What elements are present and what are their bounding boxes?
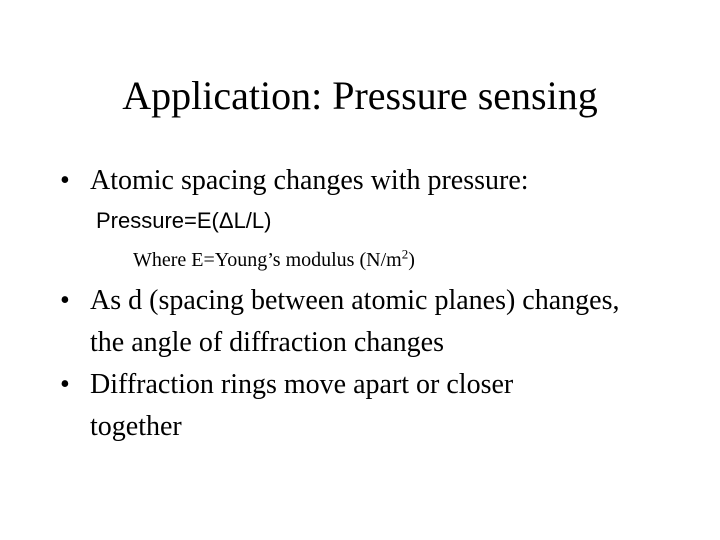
bullet-marker: •: [60, 285, 70, 316]
youngs-modulus-suffix: ): [408, 249, 415, 271]
bullet-text: Atomic spacing changes with pressure:: [90, 165, 529, 196]
bullet-marker: •: [60, 369, 70, 400]
slide-title: Application: Pressure sensing: [122, 73, 598, 118]
pressure-formula: Pressure=E(ΔL/L): [96, 208, 272, 233]
bullet-marker: •: [60, 165, 70, 196]
bullet-text: As d (spacing between atomic planes) changes, the angle of diffraction changes: [90, 285, 620, 358]
youngs-modulus-note: [133, 246, 415, 274]
superscript-two: 2: [401, 246, 409, 262]
bullet-text: Diffraction rings move apart or closer together: [90, 369, 514, 442]
youngs-modulus-text: Where E=Young’s modulus (N/m: [133, 249, 402, 271]
